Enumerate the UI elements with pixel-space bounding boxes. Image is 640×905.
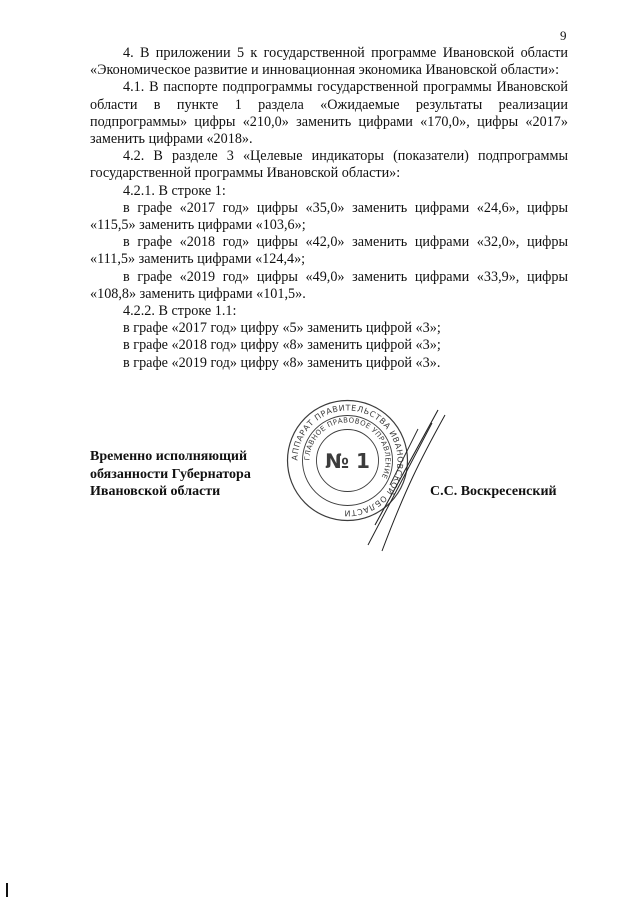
signatory-title-line-3: Ивановской области xyxy=(90,484,221,499)
paragraph-4-2-1-b: в графе «2018 год» цифры «42,0» заменить цифрами «32,0», цифры «111,5» заменить цифрами «124,4»; xyxy=(90,234,568,268)
stamp-outer-text: АППАРАТ ПРАВИТЕЛЬСТВА ИВАНОВСКОЙ ОБЛАСТИ xyxy=(290,403,405,518)
signatory-title xyxy=(90,448,251,501)
paragraph-4-2-2: 4.2.2. В строке 1.1: xyxy=(123,303,237,320)
paragraph-4-2-1-c: в графе «2019 год» цифры «49,0» заменить цифрами «33,9», цифры «108,8» заменить цифрами «101,5». xyxy=(90,268,568,302)
page-number: 9 xyxy=(560,28,567,43)
paragraph-4-2-1-a: в графе «2017 год» цифры «35,0» заменить цифрами «24,6», цифры «115,5» заменить цифрами «103,6»; xyxy=(90,199,568,234)
paragraph-4: 4. В приложении 5 к государственной программе Ивановской области «Экономическое развитие и инновационная экономика Ивановской области»: xyxy=(90,45,568,79)
stamp-number: № 1 xyxy=(325,449,370,473)
stamp-inner-text: ГЛАВНОЕ ПРАВОВОЕ УПРАВЛЕНИЕ xyxy=(303,416,392,481)
paragraph-4-2-2-a: в графе «2017 год» цифру «5» заменить цифрой «3»; xyxy=(123,320,441,337)
paragraph-4-1: 4.1. В паспорте подпрограммы государственной программы Ивановской области в пункте 1 раздела «Ожидаемые результаты реализации подпрограммы» цифры «210,0» заменить цифрами «170,0», цифры «2017» заменить цифрами «2018». xyxy=(90,79,568,148)
paragraph-4-2: 4.2. В разделе 3 «Целевые индикаторы (показатели) подпрограммы государственной программы Ивановской области»: xyxy=(90,148,568,182)
handwritten-signature xyxy=(360,405,450,555)
signatory-title-line-1: Временно исполняющий xyxy=(90,449,248,464)
paragraph-4-2-2-b: в графе «2018 год» цифру «8» заменить цифрой «3»; xyxy=(123,337,441,354)
signatory-title-line-2: обязанности Губернатора xyxy=(90,466,251,482)
document-body xyxy=(90,45,568,372)
margin-mark xyxy=(6,883,8,897)
paragraph-4-2-1: 4.2.1. В строке 1: xyxy=(123,182,226,199)
paragraph-4-2-2-c: в графе «2019 год» цифру «8» заменить цифрой «3». xyxy=(123,354,441,371)
signatory-name: С.С. Воскресенский xyxy=(430,484,557,499)
